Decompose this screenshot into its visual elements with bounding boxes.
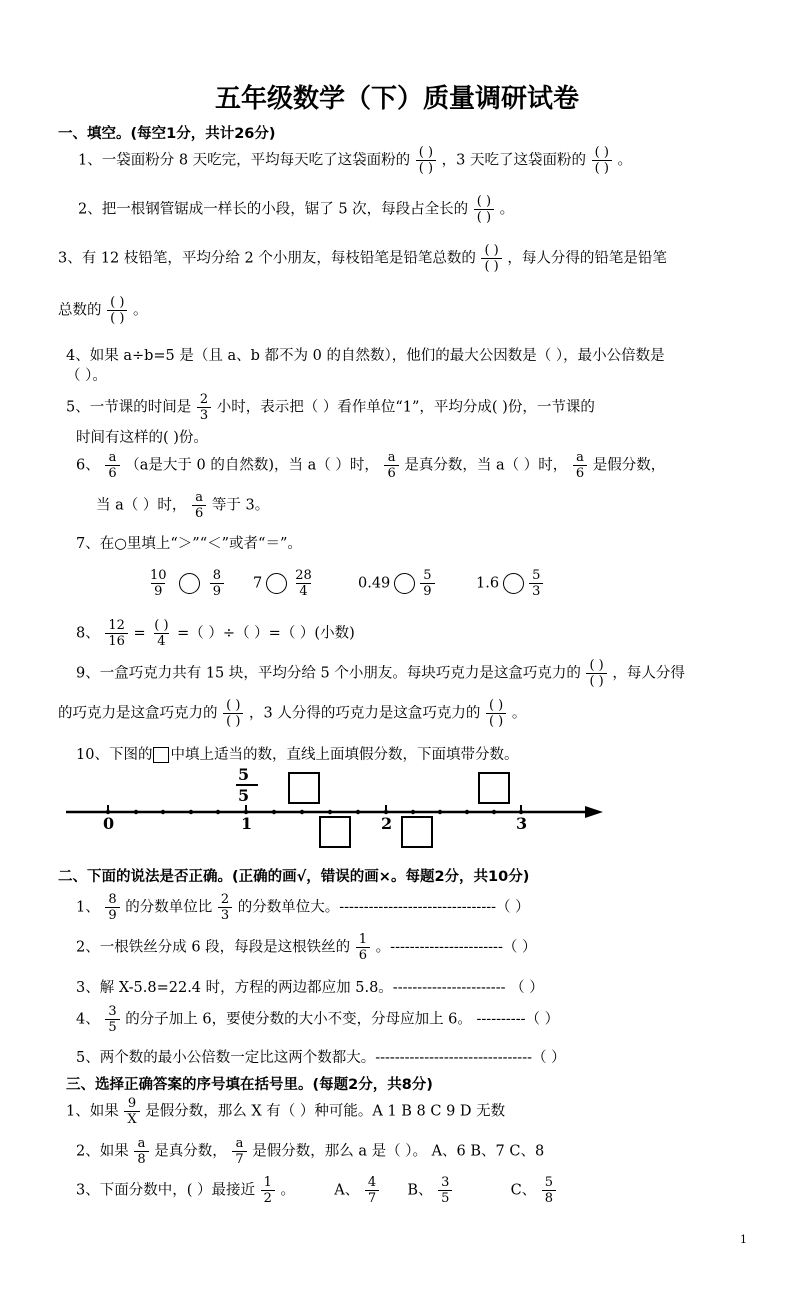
question-5-cont: 时间有这样的( )份。	[76, 430, 208, 446]
judge-item-1	[76, 892, 530, 923]
c2-fraction-2: $\frac{a}{7}$	[232, 1136, 246, 1167]
c3-fraction: $\frac{1}{2}$	[261, 1175, 275, 1206]
q6-text-b: （a是大于 0 的自然数)，当 a（ ）时，	[125, 457, 379, 474]
question-7: 7、在○里填上“＞”“＜”或者“＝”。	[76, 536, 302, 552]
answer-box-below-1[interactable]	[319, 816, 351, 848]
q3-text-c: 总数的	[58, 302, 102, 319]
q7-p4-right: $\frac{5}{3}$	[529, 568, 543, 599]
given-fraction-denominator: 5	[238, 786, 250, 805]
q7-p2-left: 7	[253, 575, 263, 592]
j1-text-b: 的分数单位比	[125, 899, 213, 916]
q8-equals: =	[133, 625, 146, 642]
c3-option-c-label: C、	[510, 1182, 537, 1199]
c1-text-a: 1、如果	[66, 1103, 119, 1120]
j2-text-a: 2、一根铁丝分成 6 段，每段是这根铁丝的	[76, 939, 351, 956]
q1-end: 。	[617, 152, 633, 169]
q5-text-b: 小时，表示把（ ）看作单位“1”，平均分成( )份，一节课的	[216, 399, 595, 416]
q6-text-e: 当 a（ ）时，	[96, 497, 187, 514]
q7-p4-left: 1.6	[476, 575, 500, 592]
c3-option-c-fraction: $\frac{5}{8}$	[542, 1175, 556, 1206]
q8-blank-fraction[interactable]: $\frac{( )}{4}$	[154, 618, 169, 649]
c3-text-b: 。	[280, 1182, 295, 1199]
q1-blank-fraction-2[interactable]: $\frac{( )}{( )}$	[592, 145, 612, 176]
tick-label-1: 1	[241, 814, 253, 833]
j4-text-b: 的分子加上 6，要使分数的大小不变，分母应加上 6。 ----------（ ）	[125, 1011, 560, 1028]
j2-text-b: 。-----------------------（ ）	[375, 939, 537, 956]
q8-text-b: =（ ）÷（ ）=（ ）(小数)	[177, 625, 355, 642]
j2-fraction: $\frac{1}{6}$	[356, 932, 370, 963]
q5-text-a: 5、一节课的时间是	[66, 399, 192, 416]
judge-item-4	[76, 1004, 559, 1035]
q1-text-a: 1、一袋面粉分 8 天吃完，平均每天吃了这袋面粉的	[78, 152, 411, 169]
answer-box-above-1[interactable]	[288, 772, 320, 804]
q6-text-f: 等于 3。	[211, 497, 270, 514]
q6-text-a: 6、	[76, 457, 100, 474]
c2-text-c: 是假分数，那么 a 是（ ）。 A、6 B、7 C、8	[252, 1143, 545, 1160]
q9-blank-fraction-3[interactable]: $\frac{( )}{( )}$	[486, 698, 506, 729]
c2-fraction-1: $\frac{a}{8}$	[134, 1136, 148, 1167]
question-4: 4、如果 a÷b=5 是（且 a、b 都不为 0 的自然数），他们的最大公因数是（ ），最小公倍数是	[66, 348, 665, 364]
given-fraction-numerator: 5	[238, 765, 250, 784]
j1-fraction-2: $\frac{2}{3}$	[218, 892, 232, 923]
q2-text-a: 2、把一根钢管锯成一样长的小段，锯了 5 次，每段占全长的	[78, 201, 469, 218]
c1-fraction: $\frac{9}{X}$	[124, 1096, 139, 1127]
page-number: 1	[740, 1233, 747, 1246]
choice-item-3	[76, 1175, 557, 1206]
q2-end: 。	[499, 201, 515, 218]
q6-text-d: 是假分数，	[592, 457, 666, 474]
tick-label-3: 3	[516, 814, 528, 833]
q3-blank-fraction-2[interactable]: $\frac{( )}{( )}$	[107, 295, 127, 326]
answer-box-below-2[interactable]	[401, 816, 433, 848]
answer-box-above-2[interactable]	[478, 772, 510, 804]
q3-end: 。	[133, 302, 148, 319]
tick-label-0: 0	[103, 814, 115, 833]
q6-fraction-4: $\frac{a}{6}$	[192, 490, 206, 521]
choice-item-1	[66, 1096, 505, 1127]
q3-blank-fraction-1[interactable]: $\frac{( )}{( )}$	[481, 243, 501, 274]
c3-text-a: 3、下面分数中，( ）最接近	[76, 1182, 255, 1199]
c3-option-b-fraction: $\frac{3}{5}$	[438, 1175, 452, 1206]
c3-option-b-label: B、	[407, 1182, 433, 1199]
q3-text-a: 3、有 12 枝铅笔，平均分给 2 个小朋友，每枝铅笔是铅笔总数的	[58, 250, 476, 267]
q7-p1-right: $\frac{8}{9}$	[210, 568, 224, 599]
j1-fraction-1: $\frac{8}{9}$	[105, 892, 119, 923]
j1-text-a: 1、	[76, 899, 100, 916]
q10-text-a: 10、下图的	[76, 747, 153, 763]
j4-fraction: $\frac{3}{5}$	[105, 1004, 119, 1035]
q1-blank-fraction-1[interactable]: $\frac{( )}{( )}$	[416, 145, 436, 176]
arrow-head-icon	[585, 806, 603, 818]
page-title: 五年级数学（下）质量调研试卷	[214, 84, 579, 114]
q7-p2-right: $\frac{28}{4}$	[295, 568, 312, 599]
q9-end: 。	[511, 705, 527, 722]
q5-fraction: $\frac{2}{3}$	[197, 392, 211, 423]
q9-text-b: ，每人分得	[612, 665, 685, 682]
q9-blank-fraction-2[interactable]: $\frac{( )}{( )}$	[223, 698, 243, 729]
q8-fraction: $\frac{12}{16}$	[105, 618, 128, 649]
q9-text-a: 9、一盒巧克力共有 15 块，平均分给 5 个小朋友。每块巧克力是这盒巧克力的	[76, 665, 581, 682]
q3-text-b: ，每人分得的铅笔是铅笔	[507, 250, 667, 267]
question-4-cont: （ ）。	[66, 368, 107, 384]
q7-p3-left: 0.49	[358, 575, 391, 592]
q1-text-b: ，3 天吃了这袋面粉的	[441, 152, 587, 169]
q2-blank-fraction[interactable]: $\frac{( )}{( )}$	[474, 194, 494, 225]
section-1-heading: 一、填空。(每空1分，共计26分)	[58, 126, 276, 142]
c3-option-a-fraction: $\frac{4}{7}$	[365, 1175, 379, 1206]
q6-fraction-2: $\frac{a}{6}$	[384, 450, 398, 481]
c3-option-a-label: A、	[334, 1182, 360, 1199]
judge-item-3: 3、解 X-5.8=22.4 时，方程的两边都应加 5.8。----------------------- （ ）	[76, 980, 544, 996]
c1-text-b: 是假分数，那么 X 有（ ）种可能。A 1 B 8 C 9 D 无数	[145, 1103, 506, 1120]
q6-text-c: 是真分数，当 a（ ）时，	[404, 457, 568, 474]
q7-p1-left: $\frac{10}{9}$	[150, 568, 167, 599]
q8-text-a: 8、	[76, 625, 100, 642]
q10-text-b: 中填上适当的数，直线上面填假分数，下面填带分数。	[170, 747, 519, 763]
section-3-heading: 三、选择正确答案的序号填在括号里。(每题2分，共8分)	[66, 1077, 433, 1093]
q9-blank-fraction-1[interactable]: $\frac{( )}{( )}$	[586, 658, 606, 689]
q6-fraction-1: $\frac{a}{6}$	[105, 450, 119, 481]
q7-p3-right: $\frac{5}{9}$	[420, 568, 434, 599]
q6-fraction-3: $\frac{a}{6}$	[573, 450, 587, 481]
choice-item-2	[76, 1136, 544, 1167]
section-2-heading: 二、下面的说法是否正确。(正确的画√，错误的画×。每题2分，共10分)	[58, 869, 530, 885]
c2-text-a: 2、如果	[76, 1143, 129, 1160]
c2-text-b: 是真分数，	[154, 1143, 227, 1160]
j1-text-c: 的分数单位大。--------------------------------（ ）	[237, 899, 530, 916]
judge-item-5: 5、两个数的最小公倍数一定比这两个数都大。--------------------------------（ ）	[76, 1050, 566, 1066]
j4-text-a: 4、	[76, 1011, 100, 1028]
q9-text-c: 的巧克力是这盒巧克力的	[58, 705, 218, 722]
q9-text-d: ，3 人分得的巧克力是这盒巧克力的	[249, 705, 481, 722]
judge-item-2	[76, 932, 536, 963]
tick-label-2: 2	[381, 814, 393, 833]
